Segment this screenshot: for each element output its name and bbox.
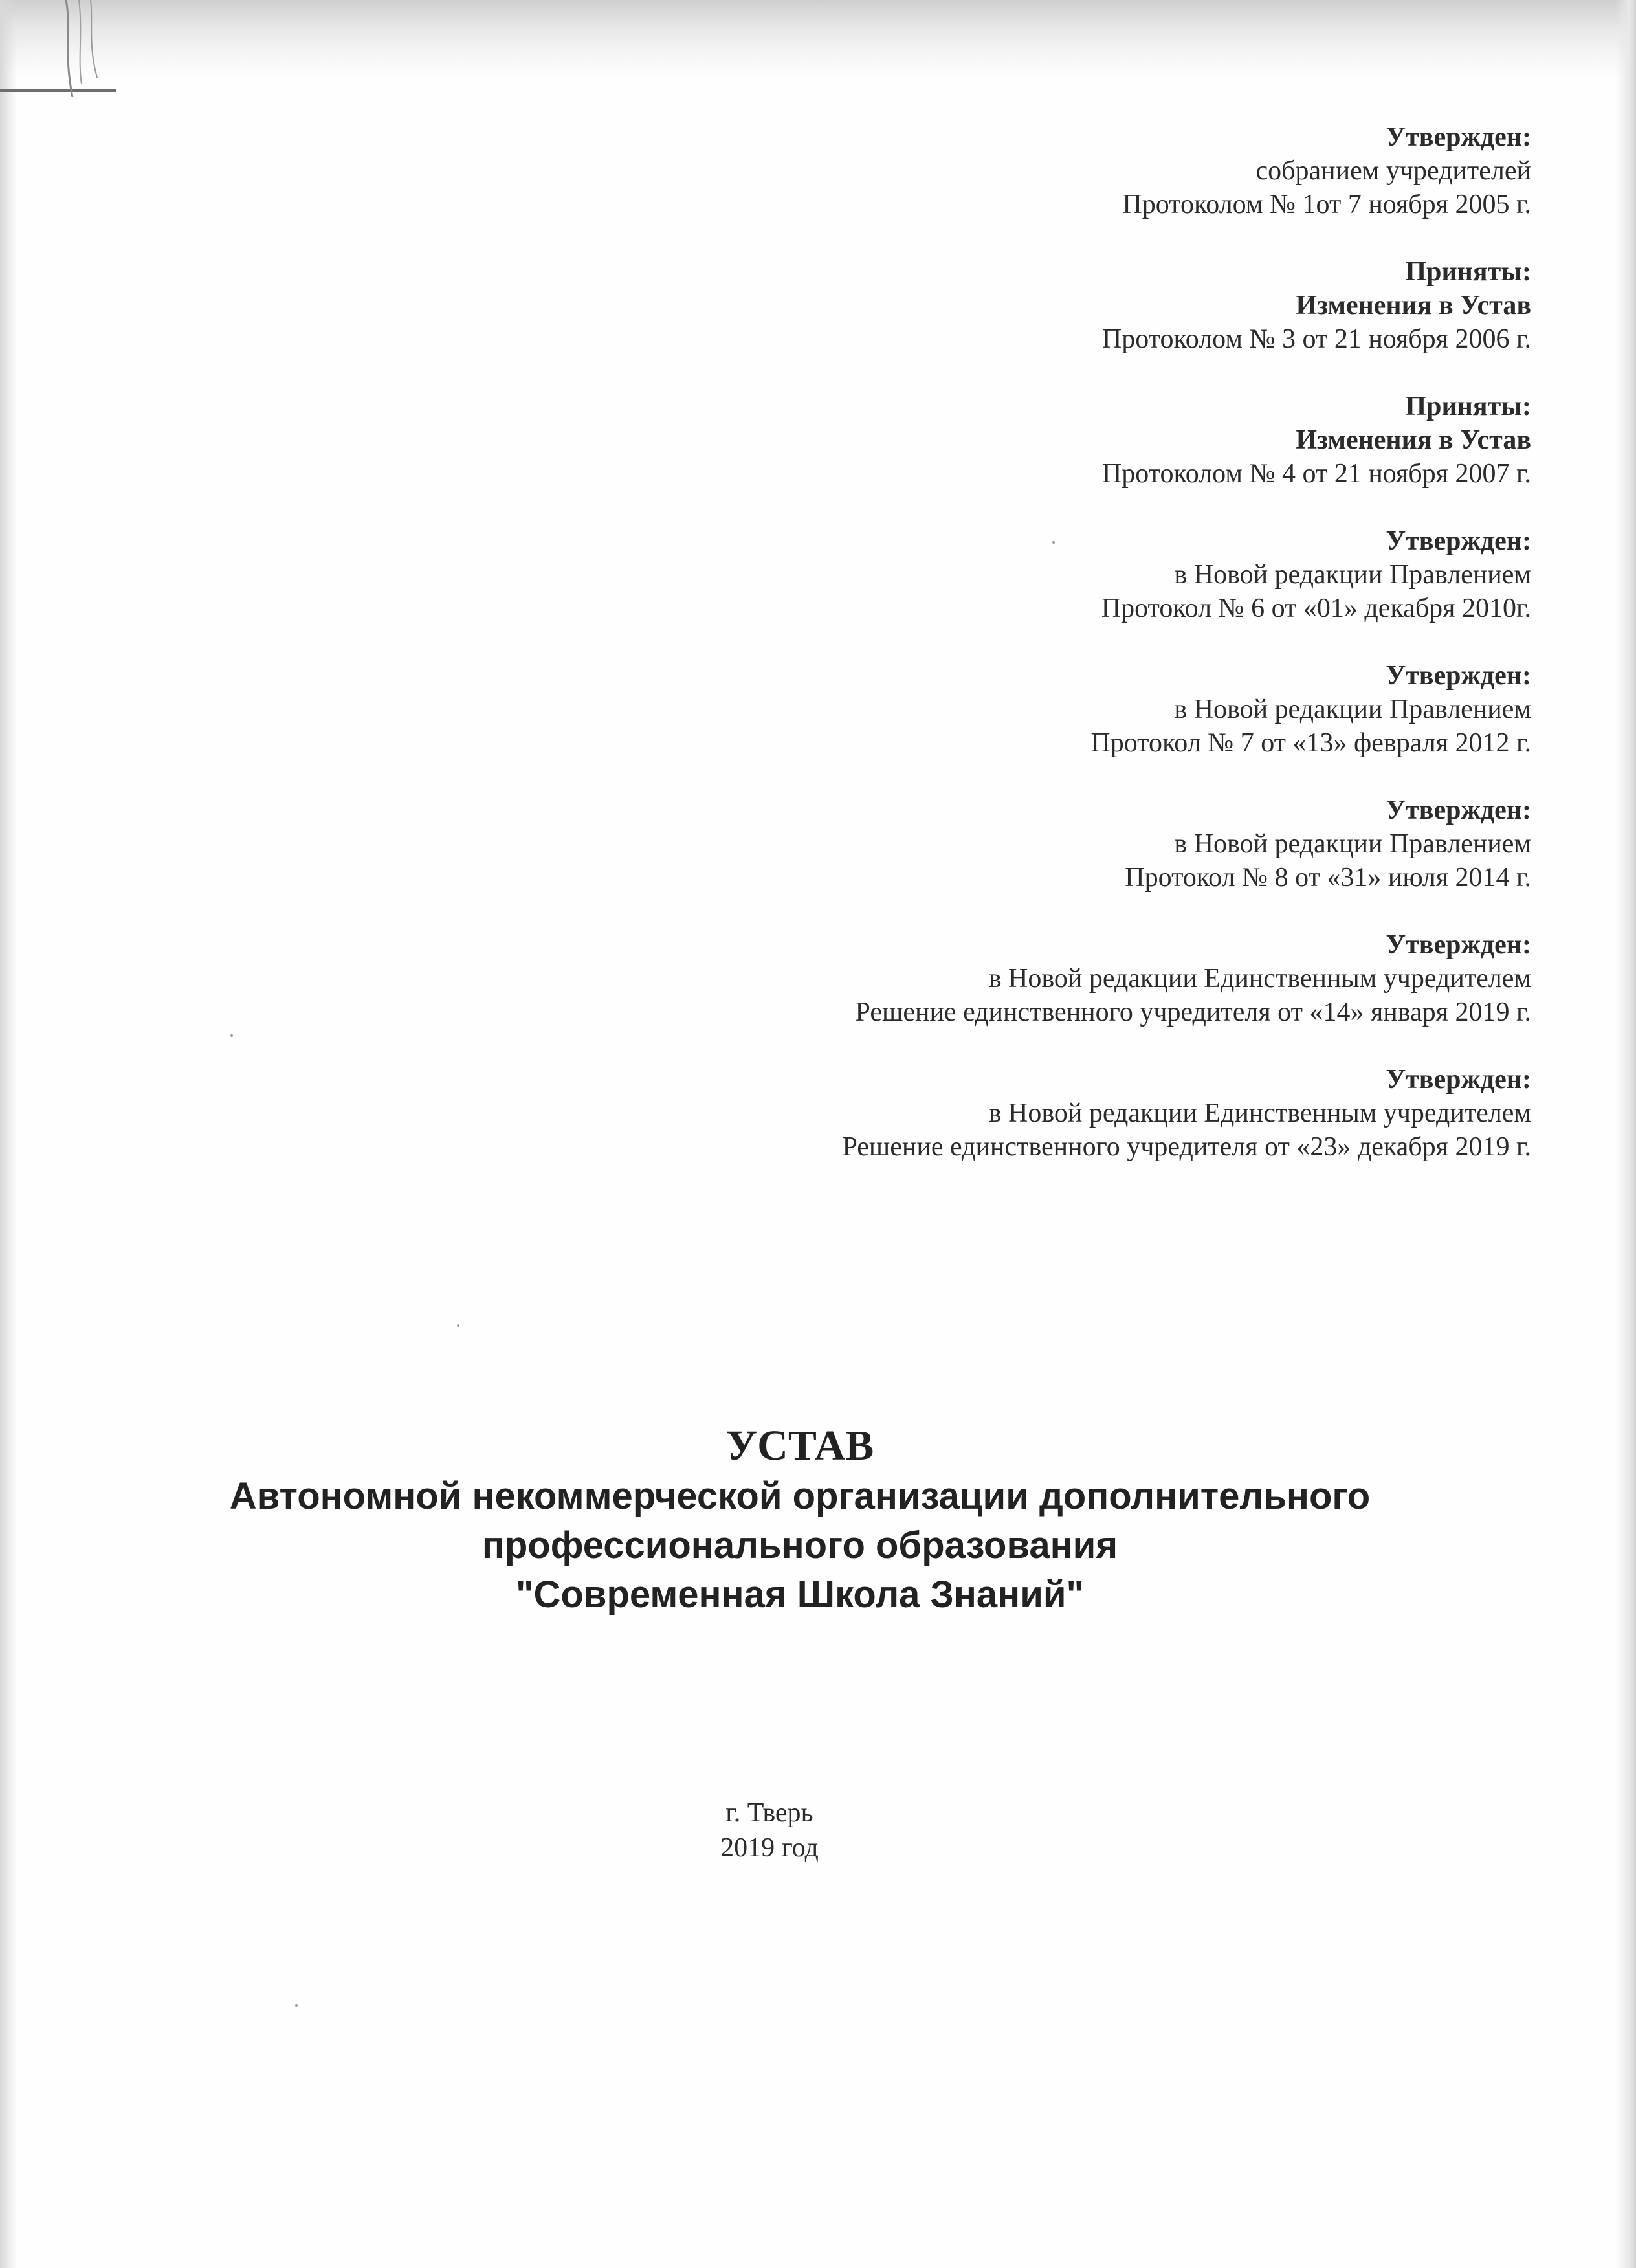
- approval-body: собранием учредителей: [1255, 156, 1531, 186]
- approval-body: в Новой редакции Единственным учредителем: [988, 1098, 1531, 1128]
- approval-body: Изменения в Устав: [1296, 425, 1531, 455]
- approval-body: в Новой редакции Правлением: [1174, 695, 1531, 724]
- approval-1: [431, 120, 1531, 221]
- approval-7: [431, 928, 1531, 1029]
- year: 2019 год: [720, 1833, 819, 1863]
- approval-2: [431, 255, 1531, 356]
- approval-protocol: Протоколом № 1от 7 ноября 2005 г.: [1122, 190, 1531, 219]
- approval-body: в Новой редакции Правлением: [1174, 560, 1531, 590]
- scan-top-shadow: [0, 0, 1636, 78]
- approval-stamps: [431, 120, 1531, 1197]
- approval-4: [431, 524, 1531, 625]
- approval-body: Изменения в Устав: [1296, 291, 1531, 320]
- title-main: УСТАВ: [725, 1422, 874, 1469]
- approval-head: Утвержден:: [1386, 122, 1531, 152]
- scan-speck: [230, 1034, 233, 1037]
- approval-head: Приняты:: [1405, 257, 1531, 287]
- approval-head: Утвержден:: [1386, 1065, 1531, 1095]
- approval-protocol: Протокол № 8 от «31» июля 2014 г.: [1125, 863, 1531, 893]
- approval-head: Утвержден:: [1386, 930, 1531, 960]
- title-line-3: "Современная Школа Знаний": [515, 1573, 1085, 1616]
- scan-right-edge: [1615, 0, 1636, 2268]
- approval-body: в Новой редакции Единственным учредителем: [988, 964, 1531, 994]
- approval-3: [431, 390, 1531, 491]
- approval-head: Утвержден:: [1386, 795, 1531, 825]
- scan-speck: [295, 2004, 298, 2007]
- approval-protocol: Протокол № 6 от «01» декабря 2010г.: [1101, 594, 1531, 623]
- approval-protocol: Протоколом № 4 от 21 ноября 2007 г.: [1101, 459, 1531, 489]
- document-title: [0, 1420, 1636, 1619]
- approval-5: [431, 659, 1531, 760]
- approval-8: [431, 1063, 1531, 1164]
- title-line-2: профессионального образования: [481, 1524, 1118, 1566]
- approval-head: Утвержден:: [1386, 526, 1531, 556]
- binding-thread-icon: [60, 0, 105, 97]
- approval-head: Приняты:: [1405, 392, 1531, 421]
- place-and-year: [0, 1796, 1636, 1865]
- title-line-1: Автономной некоммерческой организации дополнительного: [229, 1475, 1371, 1517]
- approval-head: Утвержден:: [1386, 661, 1531, 691]
- approval-protocol: Решение единственного учредителя от «23» декабря 2019 г.: [842, 1132, 1531, 1162]
- city: г. Тверь: [725, 1798, 813, 1828]
- scan-left-edge: [0, 0, 17, 2268]
- approval-protocol: Протоколом № 3 от 21 ноября 2006 г.: [1101, 324, 1531, 354]
- scan-speck: [1052, 541, 1055, 544]
- approval-protocol: Протокол № 7 от «13» февраля 2012 г.: [1090, 728, 1531, 758]
- approval-body: в Новой редакции Правлением: [1174, 829, 1531, 859]
- approval-protocol: Решение единственного учредителя от «14» января 2019 г.: [855, 997, 1531, 1027]
- approval-6: [431, 794, 1531, 895]
- scan-speck: [457, 1324, 459, 1327]
